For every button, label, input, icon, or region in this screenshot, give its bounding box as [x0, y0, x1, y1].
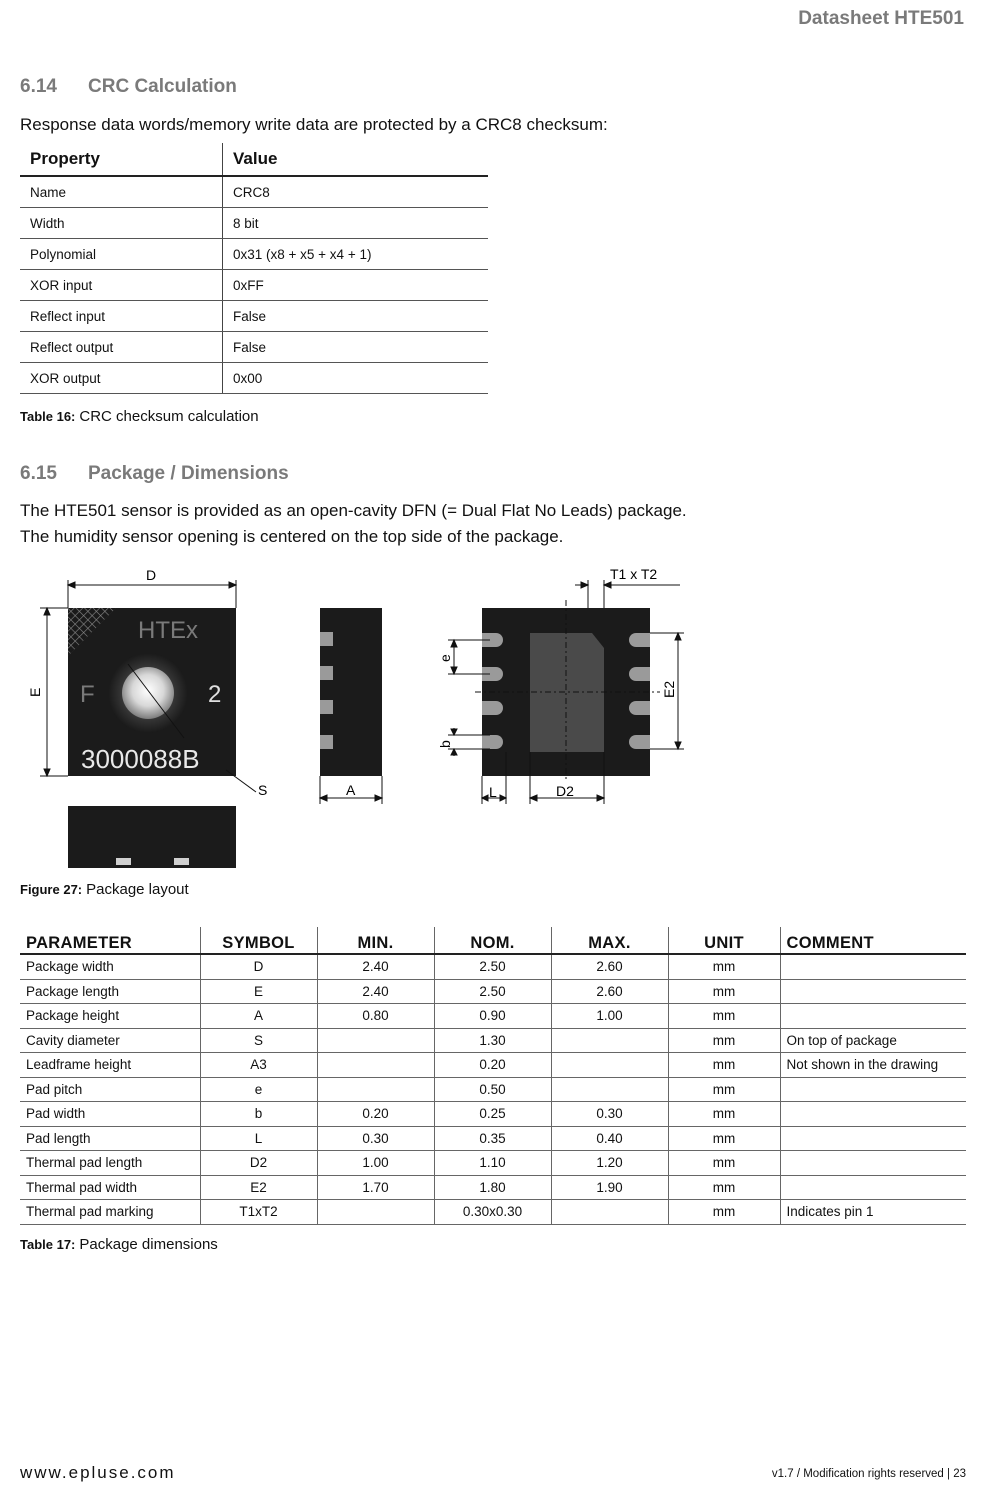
crc-value: 0x00: [223, 363, 489, 394]
footer-version: v1.7 / Modification rights reserved | 23: [771, 1468, 966, 1480]
crc-property: Polynomial: [20, 239, 223, 270]
section-title: Package / Dimensions: [88, 463, 289, 484]
dimension-t1t2: [575, 580, 680, 608]
cell-comment: [780, 979, 966, 1004]
cell-comment: [780, 1126, 966, 1151]
cell-nom: 0.50: [434, 1077, 551, 1102]
cell-symbol: E: [200, 979, 317, 1004]
footer-website[interactable]: www.epluse.com: [20, 1463, 176, 1482]
dimension-label-e: E: [27, 687, 43, 697]
crc-intro-text: Response data words/memory write data are protected by a CRC8 checksum:: [20, 115, 608, 134]
table-row: [20, 1175, 966, 1200]
cell-symbol: A3: [200, 1053, 317, 1078]
cell-symbol: D: [200, 954, 317, 979]
table-row: [20, 176, 488, 208]
crc-value: 8 bit: [223, 208, 489, 239]
cell-unit: mm: [668, 1126, 780, 1151]
dimension-label-b: b: [437, 740, 453, 748]
cell-max: 0.40: [551, 1126, 668, 1151]
cell-max: [551, 1028, 668, 1053]
caption-text: Package layout: [86, 881, 189, 898]
table-row: [20, 332, 488, 363]
cell-min: 0.80: [317, 1004, 434, 1029]
cell-unit: mm: [668, 1200, 780, 1225]
dimension-label-l: L: [489, 784, 497, 800]
cell-unit: mm: [668, 1053, 780, 1078]
table-row: [20, 1077, 966, 1102]
cell-max: [551, 1077, 668, 1102]
cell-min: 1.00: [317, 1151, 434, 1176]
cell-nom: 0.30x0.30: [434, 1200, 551, 1225]
crc-property: Width: [20, 208, 223, 239]
header-unit: UNIT: [668, 927, 780, 954]
chip-side-view: [320, 608, 382, 776]
cell-comment: On top of package: [780, 1028, 966, 1053]
cell-max: [551, 1200, 668, 1225]
cell-nom: 2.50: [434, 954, 551, 979]
package-para-2: The humidity sensor opening is centered on the top side of the package.: [20, 527, 564, 546]
crc-property: Reflect input: [20, 301, 223, 332]
cell-unit: mm: [668, 1151, 780, 1176]
chip-bottom-view: [475, 600, 660, 782]
cell-min: 1.70: [317, 1175, 434, 1200]
table-row: [20, 1028, 966, 1053]
cell-parameter: Package length: [20, 979, 200, 1004]
table-row: [20, 1151, 966, 1176]
cell-min: [317, 1200, 434, 1225]
cell-nom: 1.80: [434, 1175, 551, 1200]
header-nom: NOM.: [434, 927, 551, 954]
table-row: [20, 979, 966, 1004]
dimension-label-d: D: [146, 567, 157, 583]
table-row: [20, 208, 488, 239]
caption-text: CRC checksum calculation: [79, 408, 259, 425]
cell-min: 2.40: [317, 979, 434, 1004]
cell-symbol: A: [200, 1004, 317, 1029]
package-para-1: The HTE501 sensor is provided as an open-cavity DFN (= Dual Flat No Leads) package.: [20, 501, 687, 520]
crc-value: 0xFF: [223, 270, 489, 301]
header-title: Datasheet HTE501: [798, 8, 964, 29]
crc-value: CRC8: [223, 176, 489, 208]
cell-parameter: Thermal pad length: [20, 1151, 200, 1176]
cell-nom: 2.50: [434, 979, 551, 1004]
cell-min: 2.40: [317, 954, 434, 979]
section-heading-crc: [20, 76, 237, 98]
cell-max: 1.00: [551, 1004, 668, 1029]
cell-symbol: S: [200, 1028, 317, 1053]
cell-nom: 0.20: [434, 1053, 551, 1078]
header-max: MAX.: [551, 927, 668, 954]
cell-comment: [780, 1175, 966, 1200]
cell-max: 1.90: [551, 1175, 668, 1200]
crc-header-property: Property: [20, 143, 223, 176]
cell-parameter: Pad width: [20, 1102, 200, 1127]
cell-nom: 0.35: [434, 1126, 551, 1151]
package-layout-figure: [20, 560, 720, 870]
cell-unit: mm: [668, 1004, 780, 1029]
cell-unit: mm: [668, 1175, 780, 1200]
chip-right-mark: 2: [208, 681, 222, 708]
cell-comment: [780, 954, 966, 979]
cell-max: 2.60: [551, 979, 668, 1004]
header-symbol: SYMBOL: [200, 927, 317, 954]
table-17-caption: [20, 1236, 218, 1253]
table-row: [20, 239, 488, 270]
cell-parameter: Package width: [20, 954, 200, 979]
dimensions-table: [20, 927, 966, 1225]
cell-parameter: Thermal pad marking: [20, 1200, 200, 1225]
cell-symbol: D2: [200, 1151, 317, 1176]
header-min: MIN.: [317, 927, 434, 954]
cell-comment: [780, 1102, 966, 1127]
cell-min: 0.30: [317, 1126, 434, 1151]
dimension-label-a: A: [346, 782, 356, 798]
table-row: [20, 1102, 966, 1127]
dimension-d: [68, 580, 236, 608]
cell-nom: 0.90: [434, 1004, 551, 1029]
table-row: [20, 301, 488, 332]
chip-front-view: [68, 806, 236, 868]
dimension-label-e2: E2: [661, 680, 677, 698]
cell-parameter: Thermal pad width: [20, 1175, 200, 1200]
cell-max: 1.20: [551, 1151, 668, 1176]
cell-comment: [780, 1077, 966, 1102]
dimension-label-d2: D2: [556, 783, 574, 799]
dimension-e: [40, 608, 68, 776]
cell-nom: 1.10: [434, 1151, 551, 1176]
crc-property: XOR output: [20, 363, 223, 394]
cell-min: [317, 1053, 434, 1078]
cell-parameter: Pad pitch: [20, 1077, 200, 1102]
cell-symbol: b: [200, 1102, 317, 1127]
crc-value: False: [223, 301, 489, 332]
cell-unit: mm: [668, 1102, 780, 1127]
cell-symbol: E2: [200, 1175, 317, 1200]
caption-text: Package dimensions: [79, 1236, 218, 1253]
header-parameter: PARAMETER: [20, 927, 200, 954]
table-16-caption: [20, 408, 259, 425]
cell-max: 0.30: [551, 1102, 668, 1127]
dimension-label-s: S: [258, 782, 268, 798]
section-heading-package: [20, 463, 289, 485]
cell-comment: Not shown in the drawing: [780, 1053, 966, 1078]
crc-value: False: [223, 332, 489, 363]
crc-table: [20, 143, 488, 394]
dimension-label-e-pitch: e: [437, 654, 453, 662]
cell-unit: mm: [668, 979, 780, 1004]
table-row: [20, 363, 488, 394]
table-row: [20, 1053, 966, 1078]
cell-nom: 1.30: [434, 1028, 551, 1053]
crc-header-value: Value: [223, 143, 489, 176]
crc-property: Name: [20, 176, 223, 208]
cell-unit: mm: [668, 1077, 780, 1102]
table-row: [20, 1126, 966, 1151]
table-row: [20, 270, 488, 301]
dimension-label-t1t2: T1 x T2: [610, 566, 658, 582]
header-comment: COMMENT: [780, 927, 966, 954]
cavity-leader-line: [226, 770, 256, 792]
cell-min: 0.20: [317, 1102, 434, 1127]
cell-comment: [780, 1004, 966, 1029]
cell-symbol: T1xT2: [200, 1200, 317, 1225]
cell-symbol: e: [200, 1077, 317, 1102]
caption-label: Table 17:: [20, 1237, 76, 1252]
table-row: [20, 954, 966, 979]
cell-nom: 0.25: [434, 1102, 551, 1127]
caption-label: Figure 27:: [20, 882, 83, 897]
cell-unit: mm: [668, 954, 780, 979]
chip-left-mark: F: [80, 681, 95, 708]
cell-unit: mm: [668, 1028, 780, 1053]
cell-parameter: Package height: [20, 1004, 200, 1029]
chip-code-text: 3000088B: [81, 744, 200, 774]
crc-property: Reflect output: [20, 332, 223, 363]
caption-label: Table 16:: [20, 409, 76, 424]
crc-value: 0x31 (x8 + x5 + x4 + 1): [223, 239, 489, 270]
section-number: 6.15: [20, 463, 57, 484]
cell-max: [551, 1053, 668, 1078]
chip-brand-text: HTEx: [138, 617, 198, 644]
cell-comment: [780, 1151, 966, 1176]
cell-parameter: Cavity diameter: [20, 1028, 200, 1053]
cell-parameter: Leadframe height: [20, 1053, 200, 1078]
table-row: [20, 1004, 966, 1029]
section-title: CRC Calculation: [88, 76, 237, 97]
cell-min: [317, 1028, 434, 1053]
figure-27-caption: [20, 881, 189, 898]
cell-parameter: Pad length: [20, 1126, 200, 1151]
cell-symbol: L: [200, 1126, 317, 1151]
table-row: [20, 1200, 966, 1225]
cell-min: [317, 1077, 434, 1102]
cell-max: 2.60: [551, 954, 668, 979]
section-number: 6.14: [20, 76, 57, 97]
cell-comment: Indicates pin 1: [780, 1200, 966, 1225]
crc-property: XOR input: [20, 270, 223, 301]
